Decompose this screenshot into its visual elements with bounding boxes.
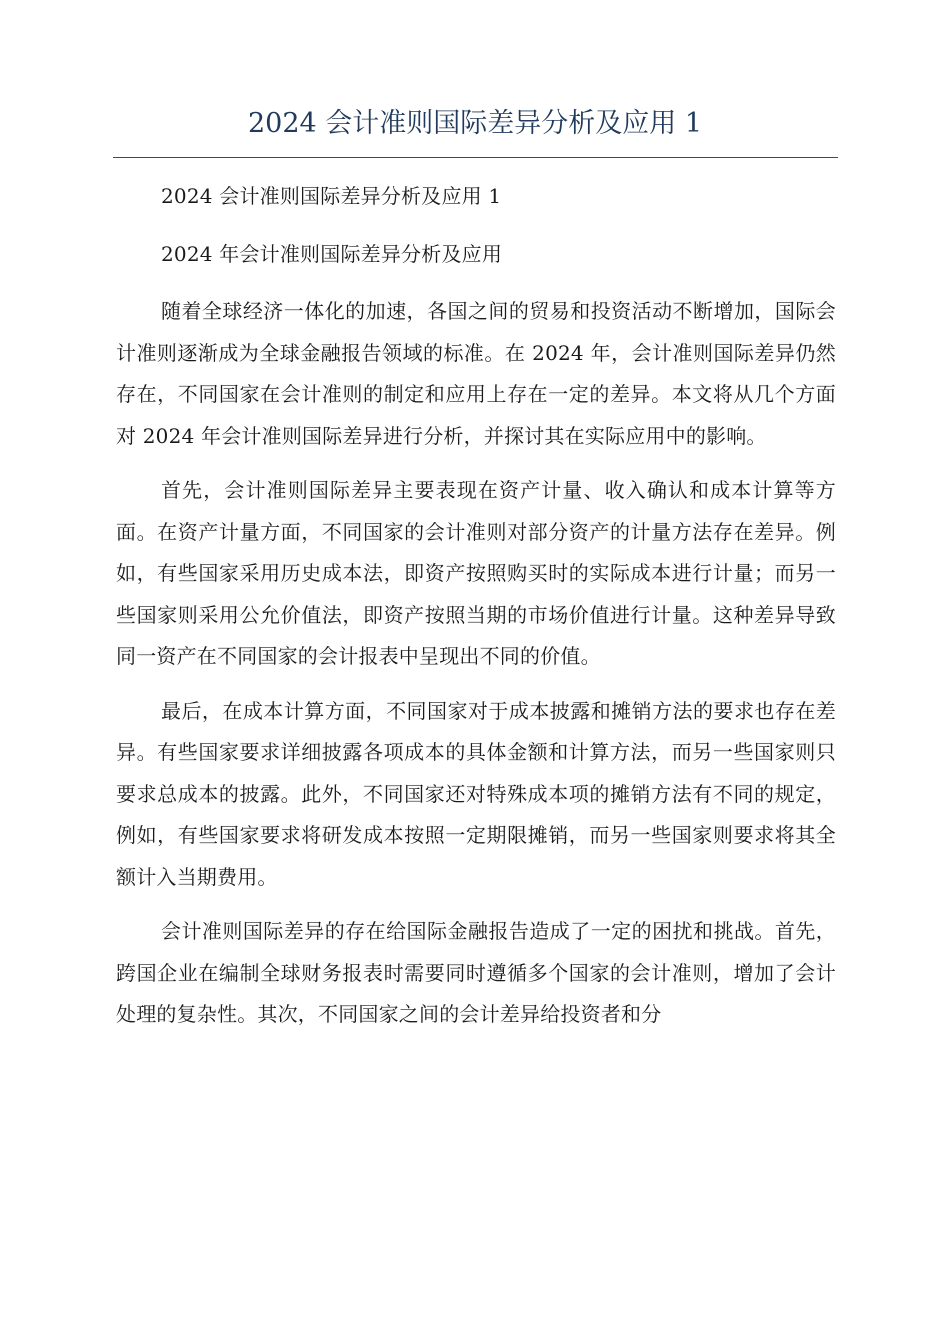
paragraph-challenges: 会计准则国际差异的存在给国际金融报告造成了一定的困扰和挑战。首先，跨国企业在编制全球财务报表时需要同时遵循多个国家的会计准则，增加了会计处理的复杂性。其次，不同国家之间的会计差异给投资者和分 [116, 919, 836, 1026]
document-body [116, 176, 836, 1049]
paragraph-heading: 2024 年会计准则国际差异分析及应用 [161, 241, 503, 266]
title-divider [113, 157, 838, 158]
paragraph-cost-calculation: 最后，在成本计算方面，不同国家对于成本披露和摊销方法的要求也存在差异。有些国家要求详细披露各项成本的具体金额和计算方法，而另一些国家则只要求总成本的披露。此外，不同国家还对特殊成本项的摊销方法有不同的规定，例如，有些国家要求将研发成本按照一定期限摊销，而另一些国家则要求将其全额计入当期费用。 [116, 698, 836, 889]
paragraph-intro: 随着全球经济一体化的加速，各国之间的贸易和投资活动不断增加，国际会计准则逐渐成为全球金融报告领域的标准。在 2024 年，会计准则国际差异仍然存在，不同国家在会计准则的制定和应用上存在一定的差异。本文将从几个方面对 2024 年会计准则国际差异进行分析，并探讨其在实际应用中的影响。 [116, 299, 836, 448]
paragraph-asset-measurement: 首先，会计准则国际差异主要表现在资产计量、收入确认和成本计算等方面。在资产计量方面，不同国家的会计准则对部分资产的计量方法存在差异。例如，有些国家采用历史成本法，即资产按照购买时的实际成本进行计量；而另一些国家则采用公允价值法，即资产按照当期的市场价值进行计量。这种差异导致同一资产在不同国家的会计报表中呈现出不同的价值。 [116, 478, 836, 668]
document-title: 2024 会计准则国际差异分析及应用 1 [247, 108, 703, 139]
paragraph-subtitle: 2024 会计准则国际差异分析及应用 1 [161, 184, 502, 208]
